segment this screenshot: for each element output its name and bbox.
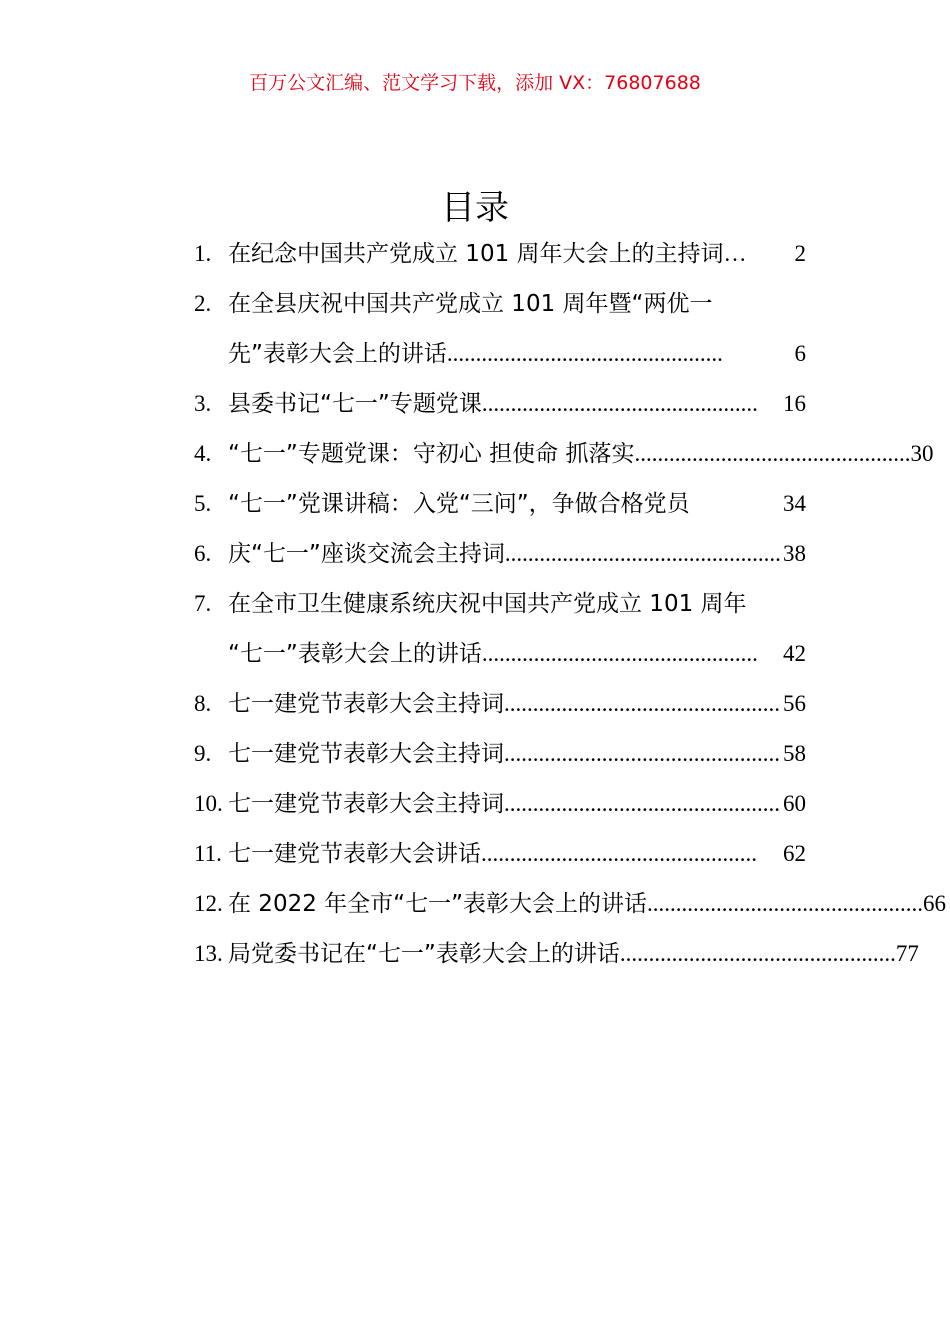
dot-leader: ................................................ [481, 391, 758, 416]
dot-leader: ................................................ [647, 891, 923, 916]
entry-page: 58 [783, 741, 806, 766]
entry-page: 62 [783, 841, 806, 866]
entry-title: 县委书记“七一”专题党课 [228, 391, 482, 417]
entry-title: 在纪念中国共产党成立 101 周年大会上的主持词 [228, 241, 724, 267]
dot-leader: ................................................ [619, 941, 896, 966]
entry-number: 3. [194, 391, 212, 416]
dot-leader: ................................................ [504, 691, 780, 716]
entry-title: 七一建党节表彰大会主持词 [228, 791, 504, 817]
dot-leader: … [723, 241, 747, 266]
dot-leader: ................................................ [446, 341, 723, 366]
entry-page: 60 [783, 791, 806, 816]
entry-number: 8. [194, 691, 212, 716]
toc-entry-7-continued[interactable] [194, 634, 806, 684]
toc-entry-8[interactable] [194, 684, 806, 734]
entry-title: 局党委书记在“七一”表彰大会上的讲话 [228, 941, 620, 967]
entry-page: 16 [783, 391, 806, 416]
toc-title: 目录 [441, 188, 509, 228]
entry-number: 9. [194, 741, 212, 766]
entry-title: 庆“七一”座谈交流会主持词 [228, 541, 505, 567]
toc-entry-6[interactable] [194, 534, 806, 584]
entry-page: 66 [923, 891, 946, 916]
toc-entry-2-continued[interactable] [194, 334, 806, 384]
toc-entry-11[interactable] [194, 834, 806, 884]
entry-number: 13. [194, 941, 223, 966]
toc-entry-10[interactable] [194, 784, 806, 834]
entry-number: 5. [194, 491, 212, 516]
watermark-header: 百万公文汇编、范文学习下载，添加 VX：76807688 [249, 72, 701, 94]
toc-entry-9[interactable] [194, 734, 806, 784]
entry-page: 77 [895, 941, 919, 966]
entry-title: “七一”专题党课：守初心 担使命 抓落实 [228, 441, 635, 467]
dot-leader: ................................................ [504, 741, 780, 766]
entry-number: 11. [194, 841, 222, 866]
entry-title: 在 2022 年全市“七一”表彰大会上的讲话 [228, 891, 647, 917]
toc-entry-5[interactable] [194, 484, 806, 534]
entry-number: 12. [194, 891, 223, 916]
entry-title: 七一建党节表彰大会主持词 [228, 741, 504, 767]
dot-leader: ................................................ [481, 641, 758, 666]
dot-leader: ................................................ [634, 441, 911, 466]
entry-title: 在全市卫生健康系统庆祝中国共产党成立 101 周年 [228, 591, 747, 617]
toc-entry-3[interactable] [194, 384, 806, 434]
toc-entry-1[interactable] [194, 234, 806, 284]
entry-title: “七一”党课讲稿：入党“三问”，争做合格党员 [228, 491, 690, 517]
entry-title: 七一建党节表彰大会主持词 [228, 691, 504, 717]
entry-title: 先”表彰大会上的讲话 [228, 341, 447, 367]
entry-page: 56 [783, 691, 806, 716]
entry-page: 30 [910, 441, 934, 466]
entry-number: 4. [194, 441, 212, 466]
entry-number: 7. [194, 591, 212, 616]
entry-page: 2 [794, 241, 806, 266]
entry-number: 2. [194, 291, 212, 316]
toc-entry-2[interactable] [194, 284, 806, 334]
toc-entry-4[interactable] [194, 434, 934, 484]
entry-page: 6 [794, 341, 806, 366]
entry-number: 1. [194, 241, 212, 266]
dot-leader: ................................................ [481, 841, 757, 866]
entry-page: 34 [783, 491, 806, 516]
dot-leader: ................................................ [504, 791, 780, 816]
toc-entry-7[interactable] [194, 584, 806, 634]
toc-entry-12[interactable] [194, 884, 946, 934]
dot-leader: ................................................ [504, 541, 781, 566]
entry-page: 42 [783, 641, 806, 666]
entry-title: 在全县庆祝中国共产党成立 101 周年暨“两优一 [228, 291, 713, 317]
entry-page: 38 [783, 541, 806, 566]
toc-entry-13[interactable] [194, 934, 919, 984]
entry-number: 6. [194, 541, 212, 566]
entry-title: “七一”表彰大会上的讲话 [228, 641, 482, 667]
entry-number: 10. [194, 791, 223, 816]
entry-title: 七一建党节表彰大会讲话 [228, 841, 481, 867]
table-of-contents [194, 234, 946, 984]
